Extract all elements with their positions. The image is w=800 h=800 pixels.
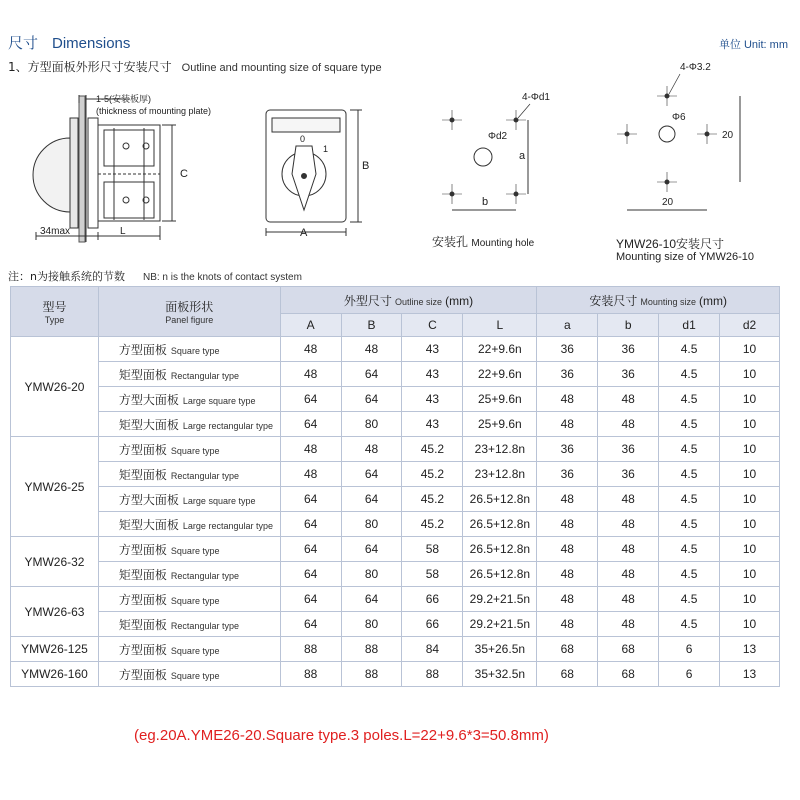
value-cell: 80 — [341, 512, 402, 537]
m10-d6-label: Φ6 — [672, 112, 686, 123]
value-cell: 36 — [537, 362, 598, 387]
hole-d2-label: Φd2 — [488, 131, 508, 142]
value-cell: 80 — [341, 562, 402, 587]
panel-cell — [98, 412, 280, 437]
value-cell: 80 — [341, 412, 402, 437]
value-cell: 64 — [280, 387, 341, 412]
value-cell: 58 — [402, 537, 463, 562]
panel-cell — [98, 587, 280, 612]
value-cell: 80 — [341, 612, 402, 637]
header-outline-cn: 外型尺寸 — [343, 293, 392, 308]
value-cell: 22+9.6n — [463, 337, 537, 362]
value-cell: 4.5 — [659, 537, 720, 562]
value-cell: 26.5+12.8n — [463, 487, 537, 512]
value-cell: 48 — [537, 512, 598, 537]
value-cell: 10 — [720, 337, 780, 362]
header-mounting-cn: 安装尺寸 — [589, 293, 638, 308]
value-cell: 23+12.8n — [463, 437, 537, 462]
panel-cell — [98, 362, 280, 387]
value-cell: 36 — [598, 337, 659, 362]
value-cell: 13 — [720, 637, 780, 662]
panel-cell — [98, 612, 280, 637]
header-panel-en: Panel figure — [165, 315, 214, 325]
value-cell: 36 — [537, 462, 598, 487]
value-cell: 48 — [280, 437, 341, 462]
value-cell: 66 — [402, 587, 463, 612]
dial-one-label: 1 — [323, 144, 329, 154]
value-cell: 35+26.5n — [463, 637, 537, 662]
value-cell: 64 — [280, 512, 341, 537]
panel-cn: 矩型面板 — [118, 567, 167, 582]
value-cell: 10 — [720, 487, 780, 512]
table-row — [11, 637, 780, 662]
value-cell: 48 — [598, 587, 659, 612]
col-header: b — [598, 314, 659, 337]
panel-en: Rectangular type — [170, 570, 239, 581]
value-cell: 4.5 — [659, 462, 720, 487]
mounting-hole-caption-cn: 安装孔 — [432, 235, 469, 249]
value-cell: 4.5 — [659, 562, 720, 587]
value-cell: 35+32.5n — [463, 662, 537, 687]
table-row — [11, 562, 780, 587]
header-outline — [280, 287, 537, 314]
table-row — [11, 512, 780, 537]
value-cell: 48 — [341, 337, 402, 362]
section-heading-cn: 1、方型面板外形尺寸安装尺寸 — [8, 60, 172, 74]
table-row — [11, 387, 780, 412]
value-cell: 48 — [537, 487, 598, 512]
panel-cn: 矩型面板 — [118, 367, 167, 382]
title-cn: 尺寸 — [8, 34, 39, 52]
value-cell: 6 — [659, 662, 720, 687]
value-cell: 4.5 — [659, 337, 720, 362]
value-cell: 45.2 — [402, 487, 463, 512]
value-cell: 36 — [537, 437, 598, 462]
col-header: d1 — [659, 314, 720, 337]
value-cell: 26.5+12.8n — [463, 512, 537, 537]
type-cell: YMW26-160 — [11, 662, 99, 687]
value-cell: 48 — [537, 612, 598, 637]
value-cell: 6 — [659, 637, 720, 662]
panel-cell — [98, 387, 280, 412]
header-panel-cn: 面板形状 — [165, 300, 214, 314]
header-outline-en: Outline size — [395, 296, 443, 307]
type-cell: YMW26-25 — [11, 437, 99, 537]
table-row — [11, 537, 780, 562]
col-header: B — [341, 314, 402, 337]
value-cell: 4.5 — [659, 437, 720, 462]
panel-en: Square type — [170, 670, 220, 681]
plate-thickness-label: 1-5(安装板厚) — [96, 94, 152, 104]
value-cell: 48 — [598, 512, 659, 537]
value-cell: 4.5 — [659, 412, 720, 437]
value-cell: 29.2+21.5n — [463, 612, 537, 637]
value-cell: 64 — [341, 462, 402, 487]
mounting-hole-caption — [432, 233, 534, 250]
table-row — [11, 612, 780, 637]
mounting-hole-drawing — [442, 104, 530, 210]
dim-34max-label: 34max — [40, 226, 71, 237]
spec-table-body — [11, 337, 780, 687]
col-header: d2 — [720, 314, 780, 337]
col-header: L — [463, 314, 537, 337]
panel-en: Square type — [170, 345, 220, 356]
table-row — [11, 412, 780, 437]
value-cell: 45.2 — [402, 437, 463, 462]
dim-c-label: C — [180, 168, 188, 180]
panel-cn: 方型面板 — [118, 592, 167, 607]
table-row — [11, 662, 780, 687]
hole-4d1-label: 4-Φd1 — [522, 92, 550, 103]
panel-en: Square type — [170, 595, 220, 606]
value-cell: 48 — [280, 337, 341, 362]
value-cell: 10 — [720, 612, 780, 637]
m10-dim-horizontal: 20 — [662, 197, 674, 208]
panel-cell — [98, 537, 280, 562]
col-header: a — [537, 314, 598, 337]
panel-en: Rectangular type — [170, 370, 239, 381]
panel-cn: 矩型大面板 — [118, 517, 179, 532]
panel-cell — [98, 562, 280, 587]
value-cell: 43 — [402, 412, 463, 437]
value-cell: 43 — [402, 387, 463, 412]
panel-en: Large rectangular type — [182, 420, 273, 431]
hole-a-label: a — [519, 150, 526, 162]
value-cell: 4.5 — [659, 612, 720, 637]
header-panel — [98, 287, 280, 337]
value-cell: 43 — [402, 362, 463, 387]
value-cell: 64 — [280, 412, 341, 437]
value-cell: 25+9.6n — [463, 412, 537, 437]
value-cell: 13 — [720, 662, 780, 687]
value-cell: 10 — [720, 462, 780, 487]
table-row — [11, 437, 780, 462]
value-cell: 48 — [537, 537, 598, 562]
value-cell: 4.5 — [659, 387, 720, 412]
header-outline-unit: (mm) — [445, 293, 474, 308]
value-cell: 4.5 — [659, 362, 720, 387]
value-cell: 58 — [402, 562, 463, 587]
value-cell: 88 — [341, 637, 402, 662]
dim-a-label: A — [300, 227, 308, 239]
value-cell: 10 — [720, 587, 780, 612]
plate-thickness-label-en: (thickness of mounting plate) — [96, 106, 212, 116]
note-cn: 注：n为接触系统的节数 — [8, 270, 125, 283]
value-cell: 48 — [280, 362, 341, 387]
table-row — [11, 462, 780, 487]
panel-en: Rectangular type — [170, 620, 239, 631]
dial-zero-label: 0 — [300, 134, 306, 144]
m10-caption-en: Mounting size of YMW26-10 — [616, 251, 754, 263]
panel-cell — [98, 487, 280, 512]
value-cell: 10 — [720, 537, 780, 562]
value-cell: 64 — [280, 587, 341, 612]
value-cell: 48 — [598, 487, 659, 512]
value-cell: 25+9.6n — [463, 387, 537, 412]
value-cell: 48 — [537, 387, 598, 412]
panel-cell — [98, 462, 280, 487]
mounting-hole-caption-en: Mounting hole — [471, 238, 535, 249]
table-row — [11, 362, 780, 387]
col-header: C — [402, 314, 463, 337]
value-cell: 10 — [720, 412, 780, 437]
value-cell: 36 — [598, 462, 659, 487]
value-cell: 10 — [720, 562, 780, 587]
value-cell: 88 — [280, 637, 341, 662]
panel-cn: 矩型面板 — [118, 617, 167, 632]
m10-caption-cn: YMW26-10安装尺寸 — [616, 237, 725, 251]
value-cell: 64 — [280, 487, 341, 512]
value-cell: 10 — [720, 387, 780, 412]
value-cell: 10 — [720, 512, 780, 537]
header-type-cn: 型号 — [42, 300, 67, 314]
value-cell: 68 — [598, 637, 659, 662]
m10-dim-vertical: 20 — [722, 130, 734, 141]
value-cell: 66 — [402, 612, 463, 637]
value-cell: 48 — [598, 387, 659, 412]
value-cell: 10 — [720, 362, 780, 387]
ymw26-10-drawing — [617, 74, 740, 210]
table-row — [11, 587, 780, 612]
value-cell: 64 — [280, 537, 341, 562]
panel-cell — [98, 637, 280, 662]
m10-holes-label: 4-Φ3.2 — [680, 62, 711, 73]
value-cell: 68 — [537, 637, 598, 662]
panel-en: Rectangular type — [170, 470, 239, 481]
value-cell: 43 — [402, 337, 463, 362]
value-cell: 48 — [598, 562, 659, 587]
value-cell: 29.2+21.5n — [463, 587, 537, 612]
header-mounting — [537, 287, 780, 314]
title-en: Dimensions — [52, 35, 131, 52]
dim-b-label: B — [362, 160, 370, 172]
panel-cn: 方型面板 — [118, 667, 167, 682]
value-cell: 36 — [598, 362, 659, 387]
value-cell: 64 — [341, 487, 402, 512]
panel-en: Square type — [170, 445, 220, 456]
value-cell: 26.5+12.8n — [463, 537, 537, 562]
value-cell: 64 — [280, 612, 341, 637]
panel-cn: 方型大面板 — [118, 492, 179, 507]
value-cell: 45.2 — [402, 512, 463, 537]
panel-cn: 方型面板 — [118, 442, 167, 457]
table-row — [11, 337, 780, 362]
value-cell: 4.5 — [659, 587, 720, 612]
panel-cn: 矩型面板 — [118, 467, 167, 482]
panel-en: Large square type — [182, 395, 256, 406]
value-cell: 10 — [720, 437, 780, 462]
value-cell: 48 — [598, 412, 659, 437]
panel-en: Large square type — [182, 495, 256, 506]
panel-en: Square type — [170, 545, 220, 556]
type-cell: YMW26-63 — [11, 587, 99, 637]
type-cell: YMW26-32 — [11, 537, 99, 587]
header-mounting-unit: (mm) — [699, 293, 727, 308]
front-view-drawing — [266, 110, 362, 236]
value-cell: 48 — [537, 412, 598, 437]
col-header: A — [280, 314, 341, 337]
type-cell: YMW26-20 — [11, 337, 99, 437]
value-cell: 64 — [341, 387, 402, 412]
value-cell: 48 — [598, 537, 659, 562]
panel-cell — [98, 337, 280, 362]
value-cell: 64 — [341, 587, 402, 612]
panel-en: Large rectangular type — [182, 520, 273, 531]
value-cell: 84 — [402, 637, 463, 662]
side-view-drawing — [33, 95, 176, 242]
value-cell: 48 — [598, 612, 659, 637]
panel-cn: 矩型大面板 — [118, 417, 179, 432]
dim-l-label: L — [120, 226, 126, 237]
value-cell: 64 — [341, 537, 402, 562]
panel-en: Square type — [170, 645, 220, 656]
value-cell: 48 — [537, 562, 598, 587]
header-type — [11, 287, 99, 337]
value-cell: 26.5+12.8n — [463, 562, 537, 587]
value-cell: 48 — [341, 437, 402, 462]
value-cell: 36 — [598, 437, 659, 462]
value-cell: 48 — [537, 587, 598, 612]
value-cell: 36 — [537, 337, 598, 362]
value-cell: 48 — [280, 462, 341, 487]
value-cell: 4.5 — [659, 512, 720, 537]
example-note: (eg.20A.YME26-20.Square type.3 poles.L=22+9.6*3=50.8mm) — [134, 727, 549, 744]
value-cell: 68 — [537, 662, 598, 687]
panel-cn: 方型面板 — [118, 542, 167, 557]
section-heading-en: Outline and mounting size of square type — [181, 62, 382, 74]
value-cell: 23+12.8n — [463, 462, 537, 487]
panel-cell — [98, 437, 280, 462]
spec-table — [10, 286, 780, 687]
panel-cn: 方型大面板 — [118, 392, 179, 407]
unit-label: 单位 Unit: mm — [718, 39, 788, 51]
type-cell: YMW26-125 — [11, 637, 99, 662]
panel-cn: 方型面板 — [118, 642, 167, 657]
value-cell: 22+9.6n — [463, 362, 537, 387]
value-cell: 4.5 — [659, 487, 720, 512]
panel-cell — [98, 662, 280, 687]
header-mounting-en: Mounting size — [640, 296, 696, 307]
note-en: NB: n is the knots of contact system — [142, 272, 302, 283]
hole-b-label: b — [482, 196, 489, 208]
value-cell: 45.2 — [402, 462, 463, 487]
value-cell: 88 — [341, 662, 402, 687]
panel-cell — [98, 512, 280, 537]
panel-cn: 方型面板 — [118, 342, 167, 357]
value-cell: 64 — [341, 362, 402, 387]
table-row — [11, 487, 780, 512]
header-type-en: Type — [44, 315, 65, 325]
value-cell: 88 — [402, 662, 463, 687]
value-cell: 64 — [280, 562, 341, 587]
note — [8, 268, 302, 284]
value-cell: 88 — [280, 662, 341, 687]
value-cell: 68 — [598, 662, 659, 687]
